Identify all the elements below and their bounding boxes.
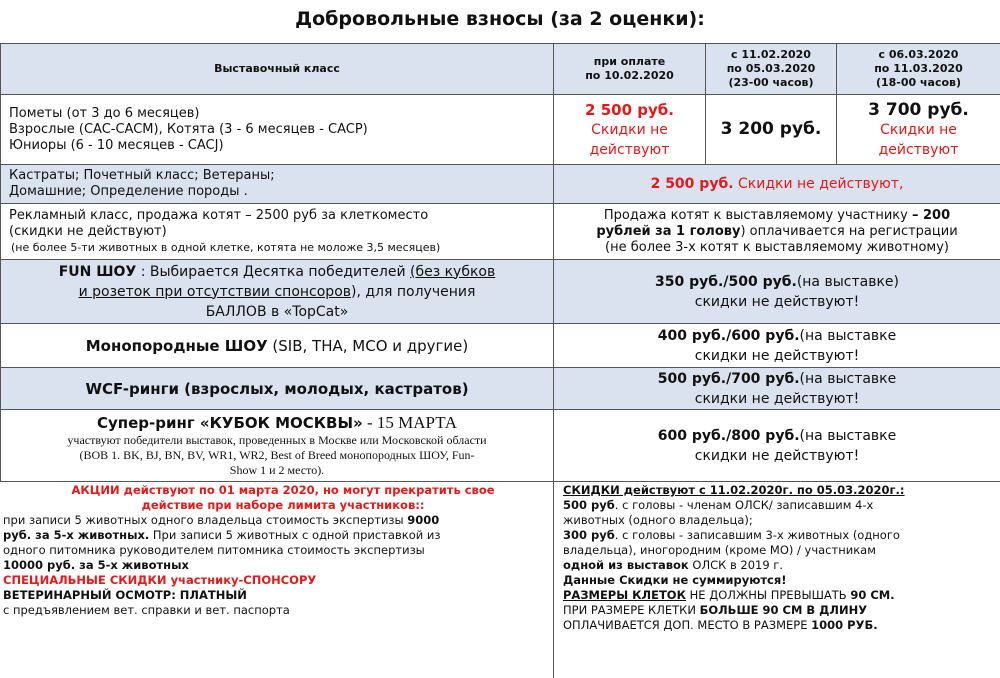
table-row	[1, 368, 1000, 410]
price-cell: 400 руб./600 руб.(на выставке скидки не действуют!	[554, 324, 1000, 368]
discounts-block: СКИДКИ действуют с 11.02.2020г. по 05.03.2020г.: 500 руб. с головы - членам ОЛСК/ записавшим 4-х животных (одного владельца); 300 руб. с головы - записавшим 3-х животных (одного владельца), иногородним (кроме МО) / участникам одной из выставок ОЛСК в 2019 г. Данные Скидки не суммируются! РАЗМЕРЫ КЛЕТОК НЕ ДОЛЖНЫ ПРЕВЫШАТЬ 90 СМ. ПРИ РАЗМЕРЕ КЛЕТКИ БОЛЬШЕ 90 СМ В ДЛИНУ ОПЛАЧИВАЕТСЯ ДОП. МЕСТО В РАЗМЕРЕ 1000 РУБ.	[563, 483, 905, 632]
bottom-notes	[0, 481, 1000, 678]
class-cell: WCF-ринги (взрослых, молодых, кастратов)	[1, 368, 554, 410]
class-cell: Рекламный класс, продажа котят – 2500 руб за клеткоместо (скидки не действуют) (не более 5-ти животных в одной клетке, котята не моложе 3,5 месяцев)	[1, 204, 554, 260]
price-column-2-header: с 11.02.2020 по 05.03.2020 (23-00 часов)	[706, 44, 837, 95]
column-divider	[553, 481, 554, 678]
price-cell: 600 руб./800 руб.(на выставке скидки не действуют!	[554, 410, 1000, 482]
price-cell-3: 3 700 руб. Скидки не действуют	[837, 95, 1000, 165]
price-cell-2: 3 200 руб.	[706, 95, 837, 165]
class-column-header: Выставочный класс	[1, 44, 554, 95]
price-cell: 500 руб./700 руб.(на выставке скидки не действуют!	[554, 368, 1000, 410]
class-cell: Пометы (от 3 до 6 месяцев) Взрослые (CAC-CACM), Котята (3 - 6 месяцев - CACP) Юниоры (6 - 10 месяцев - CACJ)	[1, 95, 554, 165]
promotions-block: АКЦИИ действуют по 01 марта 2020, но могут прекратить свое действие при наборе лимита участников:: при записи 5 животных одного владельца стоимость экспертизы 9000 руб. за 5-х животных. При записи 5 животных с одной приставкой из одного питомника руководителем питомника стоимость экспертизы 10000 руб. за 5-х животных СПЕЦИАЛЬНЫЕ СКИДКИ участнику-СПОНСОРУ ВЕТЕРИНАРНЫЙ ОСМОТР: ПЛАТНЫЙ с предъявлением вет. справки и вет. паспорта	[3, 483, 495, 617]
price-cell: 2 500 руб. Скидки не действуют,	[554, 165, 1000, 204]
price-column-3-header: с 06.03.2020 по 11.03.2020 (18-00 часов)	[837, 44, 1000, 95]
class-cell: FUN ШОУ : Выбирается Десятка победителей (без кубков и розеток при отсутствии спонсоров), для получения БАЛЛОВ в «TopCat»	[1, 260, 554, 324]
table-row	[1, 260, 1000, 324]
price-cell: 350 руб./500 руб.(на выставке) скидки не действуют!	[554, 260, 1000, 324]
class-cell: Кастраты; Почетный класс; Ветераны; Домашние; Определение породы .	[1, 165, 554, 204]
class-cell: Супер-ринг «КУБОК МОСКВЫ» - 15 МАРТА участвуют победители выставок, проведенных в Москве или Московской области (BOB 1. BK, BJ, BN, BV, WR1, WR2, Best of Breed монопородных ШОУ, Fun- Show 1 и 2 место).	[1, 410, 554, 482]
table-header-row	[1, 44, 1000, 95]
table-row	[1, 324, 1000, 368]
class-cell: Монопородные ШОУ (SIB, THA, MCO и другие)	[1, 324, 554, 368]
table-row	[1, 95, 1000, 165]
price-cell-1: 2 500 руб. Скидки не действуют	[554, 95, 706, 165]
table-row	[1, 165, 1000, 204]
table-row	[1, 410, 1000, 482]
fees-table	[0, 43, 1000, 482]
page-title: Добровольные взносы (за 2 оценки):	[295, 8, 705, 30]
table-row	[1, 204, 1000, 260]
price-cell: Продажа котят к выставляемому участнику – 200 рублей за 1 голову) оплачивается на регистрации (не более 3-х котят к выставляемому животному)	[554, 204, 1000, 260]
price-column-1-header: при оплате по 10.02.2020	[554, 44, 706, 95]
